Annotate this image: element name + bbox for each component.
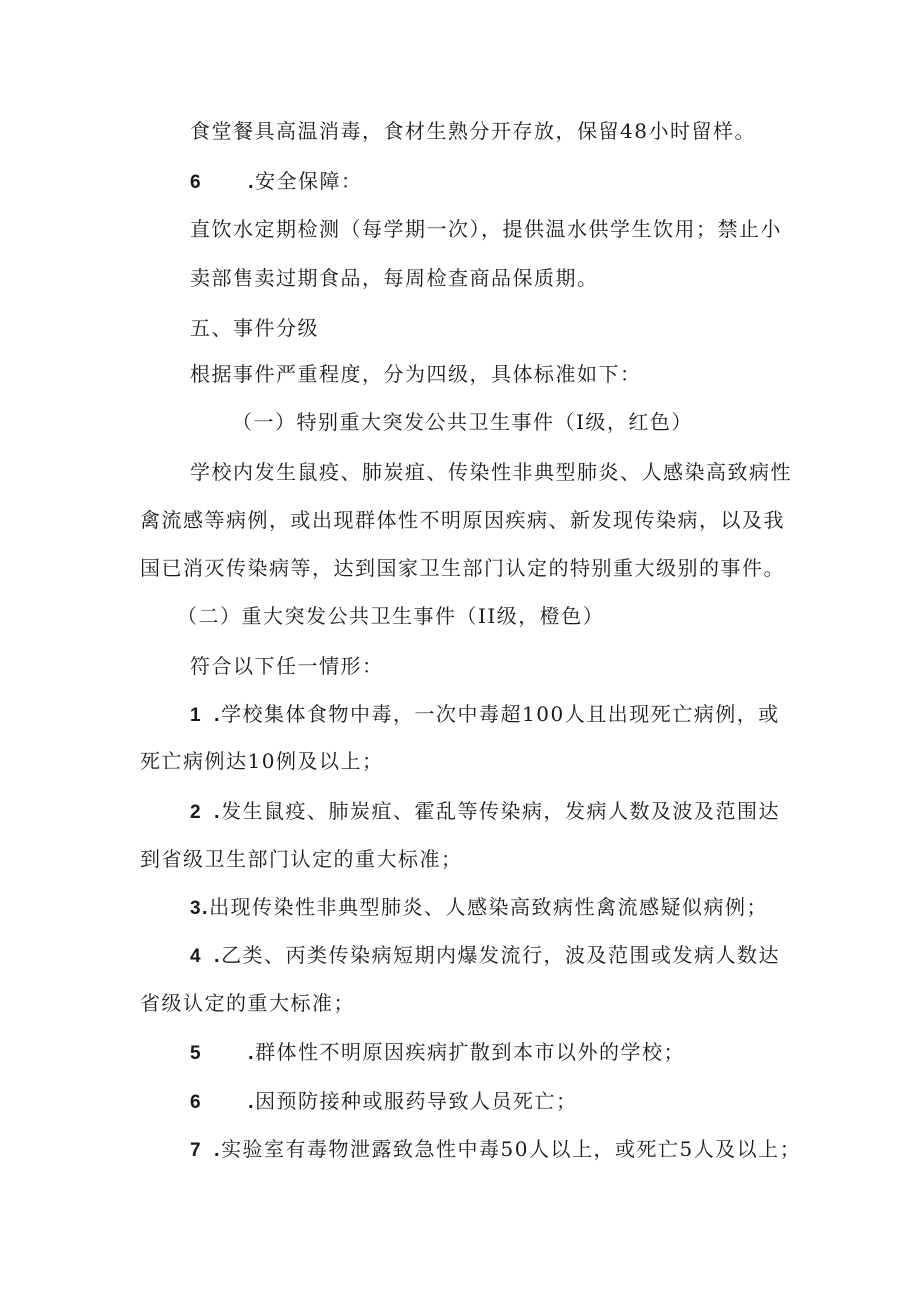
- item-number: 5: [190, 1043, 203, 1064]
- level-2-heading: （二）重大突发公共卫生事件（II级，橙色）: [177, 604, 605, 628]
- item-text: 实验室有毒物泄露致急性中毒50人以上，或死亡5人及以上；: [221, 1137, 802, 1161]
- section-number: 6: [190, 172, 203, 193]
- list-item: 2 .发生鼠疫、肺炭疽、霍乱等传染病，发病人数及波及范围达: [190, 797, 780, 827]
- item-text: 因预防接种或服药导致人员死亡；: [255, 1089, 578, 1113]
- list-item-continuation: 死亡病例达10例及以上；: [140, 749, 384, 773]
- paragraph-grading-intro: 根据事件严重程度，分为四级，具体标准如下：: [190, 362, 642, 386]
- list-item: 5 .群体性不明原因疾病扩散到本市以外的学校；: [190, 1038, 685, 1068]
- item-number: 1: [190, 705, 203, 726]
- level-2-intro: 符合以下任一情形：: [190, 654, 384, 678]
- level-1-heading: （一）特别重大突发公共卫生事件（I级，红色）: [232, 410, 693, 434]
- level-1-line-2: 禽流感等病例，或出现群体性不明原因疾病、新发现传染病，以及我: [140, 508, 785, 532]
- list-item-continuation: 省级认定的重大标准；: [140, 991, 355, 1015]
- level-1-line-3: 国已消灭传染病等，达到国家卫生部门认定的特别重大级别的事件。: [140, 556, 785, 580]
- list-item: 1 .学校集体食物中毒，一次中毒超100人且出现死亡病例，或: [190, 700, 780, 730]
- item-text: 发生鼠疫、肺炭疽、霍乱等传染病，发病人数及波及范围达: [221, 799, 781, 823]
- section-title: 安全保障：: [255, 169, 363, 193]
- item-text: 学校集体食物中毒，一次中毒超100人且出现死亡病例，或: [221, 702, 780, 726]
- list-item: 7 .实验室有毒物泄露致急性中毒50人以上，或死亡5人及以上；: [190, 1135, 801, 1165]
- chapter-heading: 五、事件分级: [190, 316, 319, 340]
- list-item: 6 .因预防接种或服药导致人员死亡；: [190, 1087, 578, 1117]
- level-1-line-1: 学校内发生鼠疫、肺炭疽、传染性非典型肺炎、人感染高致病性: [190, 460, 792, 484]
- paragraph-canteen: 食堂餐具高温消毒，食材生熟分开存放，保留48小时留样。: [190, 119, 756, 143]
- item-number: 3: [190, 898, 203, 919]
- item-text: 群体性不明原因疾病扩散到本市以外的学校；: [255, 1040, 686, 1064]
- section-6-heading: 6 .安全保障：: [190, 167, 363, 197]
- item-number: 4: [190, 946, 203, 967]
- item-text: 出现传染性非典型肺炎、人感染高致病性禽流感疑似病例；: [209, 895, 769, 919]
- list-item: 4 .乙类、丙类传染病短期内爆发流行，波及范围或发病人数达: [190, 941, 780, 971]
- item-number: 7: [190, 1140, 203, 1161]
- item-text: 乙类、丙类传染病短期内爆发流行，波及范围或发病人数达: [221, 943, 781, 967]
- paragraph-water-line-1: 直饮水定期检测（每学期一次），提供温水供学生饮用；禁止小: [190, 217, 782, 241]
- list-item: 3.出现传染性非典型肺炎、人感染高致病性禽流感疑似病例；: [190, 893, 768, 923]
- paragraph-water-line-2: 卖部售卖过期食品，每周检查商品保质期。: [190, 266, 599, 290]
- item-number: 6: [190, 1092, 203, 1113]
- item-number: 2: [190, 802, 203, 823]
- list-item-continuation: 到省级卫生部门认定的重大标准；: [140, 847, 463, 871]
